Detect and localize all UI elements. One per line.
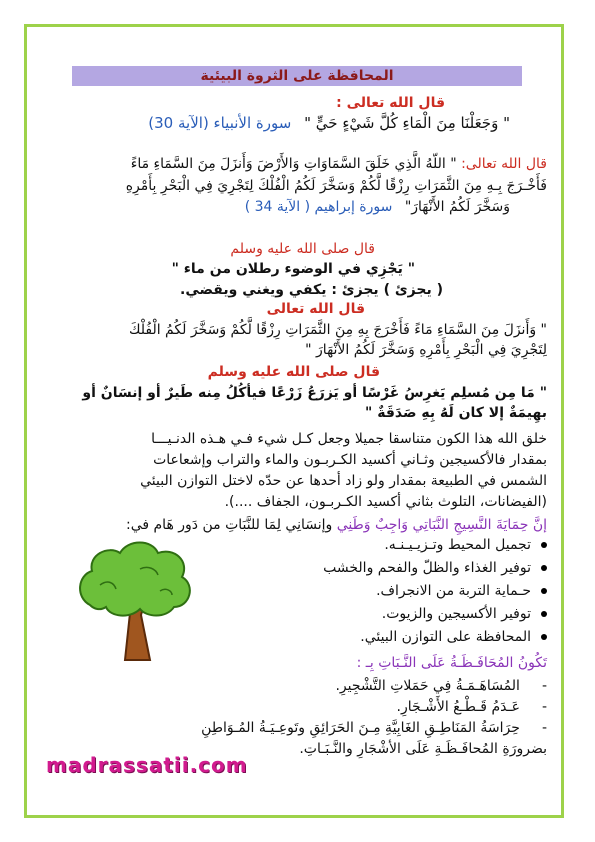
dash-icon: - bbox=[541, 699, 547, 715]
protect-text: عَـدَمُ قَـطْـعُ الأَشْـجَارِ. bbox=[396, 699, 520, 715]
bullet-icon bbox=[541, 588, 547, 594]
tree-icon bbox=[70, 535, 200, 665]
protect-text: المُسَاهَـمَـةُ فِي حَمَلاتِ التَّشْجِيرِ. bbox=[335, 678, 520, 694]
hadith1-gloss: ( يجزئ ) يجزئ : يكفي ويغني ويقضي. bbox=[180, 282, 443, 298]
benefit-item bbox=[384, 536, 547, 554]
hadith1-text: " يَجْزِي في الوضوء رطلان من ماء " bbox=[171, 261, 415, 277]
quote3-line1: " وَأَنزَلَ مِنَ السَّمَاءِ مَاءً فَأَخْرَجَ بِهِ مِنَ الثَّمَرَاتِ رِزْقًا لَّكُمْ وَسَخَّرَ لَكُمُ الْفُلْكَ bbox=[128, 322, 547, 338]
quote1-verse bbox=[148, 114, 510, 132]
protect-tail: بضرورَةِ المُحافَـظَـةِ عَلَى الأشْجَارِ والنَّـبَـاتِ. bbox=[299, 741, 547, 757]
para-line2: بمقدار فالأكسيجين وثـاني أكسيد الكـربـون والماء والتراب وإشعاعات bbox=[153, 452, 547, 468]
quote2-text3: وَسَخَّرَ لَكُمُ الأَنْهَارَ" bbox=[404, 199, 510, 215]
duty-prefix: إنَّ حِمَايَةَ النَّسِيجِ النَّبَاتِي وَاجِبٌ وَطَنِي bbox=[336, 517, 547, 533]
dash-icon: - bbox=[541, 720, 547, 736]
protect-item bbox=[397, 698, 548, 716]
para-line3: الشمس في الطبيعة بمقدار ولو زاد أحدها عن حدّه لاختل التوازن البيئي bbox=[140, 473, 547, 489]
protect-item bbox=[201, 719, 547, 737]
quote3-label: قال الله تعالى bbox=[266, 301, 365, 317]
benefit-text: حـماية التربة من الانجراف. bbox=[376, 583, 531, 599]
bullet-icon bbox=[541, 565, 547, 571]
bullet-icon bbox=[541, 634, 547, 640]
benefit-text: المحافظة على التوازن البيئي. bbox=[360, 629, 531, 645]
quote2-line1 bbox=[131, 155, 547, 173]
protect-item bbox=[335, 677, 547, 695]
benefit-item bbox=[376, 582, 547, 600]
para-line4: (الفيضانات، التلوث بثاني أكسيد الكـربـون، الجفاف ....). bbox=[224, 494, 547, 510]
quote2-line3 bbox=[245, 198, 510, 216]
benefit-text: توفير الغذاء والظلّ والفحم والخشب bbox=[323, 560, 531, 576]
para-line1: خلق الله هذا الكون متناسقا جميلا وجعل كـل شيء فـي هـذه الدنـيـــا bbox=[151, 431, 547, 447]
benefit-item bbox=[360, 628, 547, 646]
protect-text: حِرَاسَةُ المَنَاطِـقِ الغَابِيَّةِ مِـنَ الحَرَائِقِ وتَوعِـيَـةُ المُـوَاطِنِ bbox=[201, 720, 520, 736]
quote1-verse-text: " وَجَعَلْنَا مِنَ الْمَاءِ كُلَّ شَيْءٍ حَيٍّ " bbox=[304, 114, 510, 132]
hadith2-line2: بهِيمَةٌ إلا كان لَهُ بِهِ صَدَقَةٌ " bbox=[365, 405, 547, 421]
dash-icon: - bbox=[541, 678, 547, 694]
bullet-icon bbox=[541, 542, 547, 548]
site-logo[interactable]: madrassatii.com bbox=[46, 753, 248, 777]
page-title: المحافظة على الثروة البيئية bbox=[72, 66, 522, 86]
quote1-label: قال الله تعالى : bbox=[336, 95, 445, 111]
hadith1-label: قال صلى الله عليه وسلم bbox=[230, 241, 375, 257]
hadith2-label: قال صلى الله عليه وسلم bbox=[207, 364, 380, 380]
duty-sentence bbox=[126, 516, 547, 534]
benefit-text: تجميل المحيط وتـزيـيـنـه. bbox=[384, 537, 531, 553]
quote3-line2: لِتَجْرِيَ فِي الْبَحْرِ بِأَمْرِهِ وَسَخَّرَ لَكُمُ الأَنْهَارَ " bbox=[305, 342, 547, 358]
protect-heading: تَكُونُ المُحَافَـظَـةُ عَلَى النَّـبَاتِ بِـ : bbox=[356, 655, 547, 671]
benefit-item bbox=[323, 559, 547, 577]
hadith2-line1: " مَا مِن مُسلِم يَغرِسُ غَرْسًا أو يَزرَعُ زَرْعًا فيأكُلُ مِنه طَيرٌ أو إنسَانٌ أو bbox=[82, 385, 547, 401]
benefit-item bbox=[382, 605, 547, 623]
quote2-text1: " اللّهُ الَّذِي خَلَقَ السَّمَاوَاتِ وَالأَرْضَ وَأَنزَلَ مِنَ السَّمَاءِ مَاءً bbox=[130, 156, 457, 172]
quote2-line2: فَأَخْـرَجَ بِـهِ مِنَ الثَّمَرَاتِ رِزْقًا لَّكُمْ وَسَخَّرَ لَكُمُ الْفُلْكَ لِتَجْرِيَ فِي الْبَحْرِ بِأَمْرِهِ bbox=[125, 178, 547, 194]
duty-suffix: وإنسَانِي لِمَا للنَّبَاتِ من دَور هَام في: bbox=[125, 517, 333, 533]
quote2-ref: سورة إبراهيم ( الآية 34 ) bbox=[244, 199, 393, 215]
benefit-text: توفير الأكسيجين والزيوت. bbox=[381, 606, 531, 622]
bullet-icon bbox=[541, 611, 547, 617]
quote1-ref: سورة الأنبياء (الآية 30) bbox=[148, 114, 292, 132]
quote2-label: قال الله تعالى: bbox=[461, 156, 547, 172]
